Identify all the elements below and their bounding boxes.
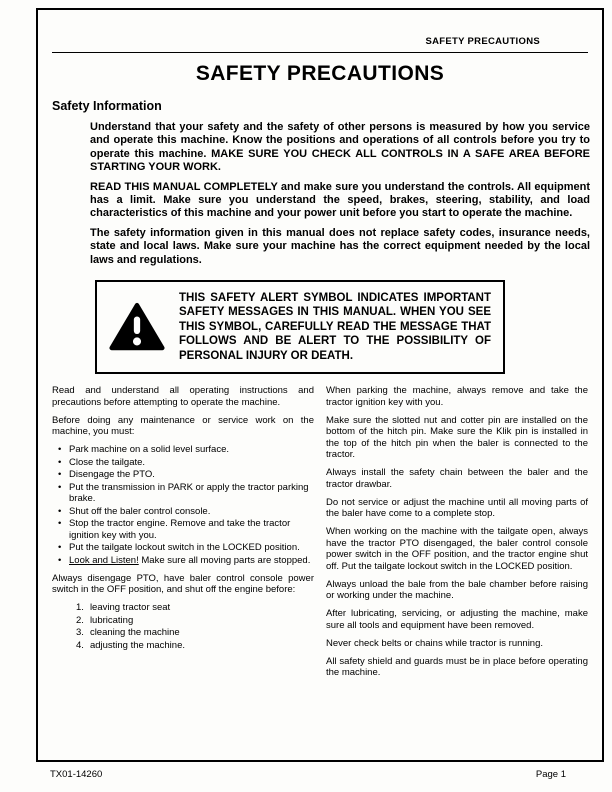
safety-alert-text: THIS SAFETY ALERT SYMBOL INDICATES IMPORTANT SAFETY MESSAGES IN THIS MANUAL. WHEN YOU SEE THIS SYMBOL, CAREFULLY READ THE MESSAGE THAT FOLLOWS AND BE ALERT TO THE POSSIBILITY OF PERSONAL INJURY OR DEATH. — [179, 292, 491, 362]
look-and-listen-emphasis: Look and Listen! — [69, 554, 139, 566]
page-footer — [50, 769, 566, 780]
numbered-item: adjusting the machine. — [89, 639, 185, 651]
page-number: Page 1 — [535, 769, 566, 780]
maintenance-checklist — [58, 444, 314, 566]
body-paragraph: Read and understand all operating instructions and precautions before attempting to operate the machine. — [52, 385, 314, 408]
bullet-item: • Shut off the baler control console. — [58, 506, 314, 518]
intro-paragraph-1: Understand that your safety and the safety of other persons is measured by how you service and operate this machine. Know the positions and operations of all controls before you try to operate this machine. MAKE SURE YOU CHECK ALL CONTROLS IN A SAFE AREA BEFORE STARTING YOUR WORK. — [90, 121, 590, 174]
body-paragraph: All safety shield and guards must be in place before operating the machine. — [326, 655, 588, 679]
running-header: SAFETY PRECAUTIONS — [425, 36, 540, 47]
intro-paragraph-3: The safety information given in this manual does not replace safety codes, insurance needs, state and local laws. Make sure your machine has the correct equipment needed by the local laws and regulations. — [90, 226, 590, 266]
body-paragraph: Do not service or adjust the machine until all moving parts of the baler have come to a complete stop. — [326, 496, 588, 520]
body-paragraph: When parking the machine, always remove and take the tractor ignition key with you. — [326, 385, 588, 408]
body-paragraph: When working on the machine with the tailgate open, always have the tractor PTO disengaged, the baler control console power switch in the OFF position, and the tractor engine shut off. Put the tailgate lockout switch in the LOCKED position. — [326, 526, 588, 572]
body-paragraph: Always install the safety chain between the baler and the tractor drawbar. — [326, 467, 588, 490]
bullet-item: • Park machine on a solid level surface. — [58, 444, 314, 456]
body-paragraph: Never check belts or chains while tractor is running. — [326, 637, 544, 649]
left-column — [52, 385, 314, 685]
numbered-item: cleaning the machine — [89, 627, 180, 639]
bullet-item: • Close the tailgate. — [58, 457, 314, 469]
look-and-listen-rest: Make sure all moving parts are stopped. — [141, 554, 311, 566]
safety-alert-box — [95, 280, 505, 374]
numbered-item: lubricating — [89, 614, 134, 626]
body-paragraph: Always unload the bale from the bale chamber before raising or working under the machine. — [326, 578, 588, 602]
bullet-item: • Put the tailgate lockout switch in the LOCKED position. — [58, 542, 314, 554]
intro-paragraphs — [90, 121, 590, 267]
body-paragraph: After lubricating, servicing, or adjusting the machine, make sure all tools and equipment have been removed. — [326, 608, 588, 631]
body-paragraph: Before doing any maintenance or service work on the machine, you must: — [52, 414, 314, 438]
numbered-item: leaving tractor seat — [89, 602, 171, 614]
shutdown-steps-list — [76, 602, 314, 651]
document-number: TX01-14260 — [50, 769, 103, 780]
safety-alert-triangle-icon — [109, 302, 165, 352]
bullet-item: • Put the transmission in PARK or apply the tractor parking brake. — [58, 482, 314, 505]
body-paragraph: Always disengage PTO, have baler control console power switch in the OFF position, and shut off the engine before: — [52, 572, 314, 596]
intro-paragraph-2: READ THIS MANUAL COMPLETELY and make sure you understand the controls. All equipment has a limit. Make sure you understand the speed, brakes, steering, stability, and load characteristics of this machine and your power unit before you start to operate the machine. — [90, 180, 590, 220]
bullet-item-look-and-listen — [58, 555, 314, 567]
header-rule — [52, 52, 588, 53]
page-border-frame — [36, 8, 604, 762]
bullet-item: • Stop the tractor engine. Remove and take the tractor ignition key with you. — [58, 518, 314, 541]
body-paragraph: Make sure the slotted nut and cotter pin are installed on the bottom of the hitch pin. Make sure the Klik pin is installed in the top of the hitch pin when the baler is connected to the tractor. — [326, 414, 588, 461]
right-column — [326, 385, 588, 685]
two-column-body — [52, 385, 588, 685]
bullet-item: • Disengage the PTO. — [58, 469, 314, 481]
page-title: SAFETY PRECAUTIONS — [195, 62, 445, 85]
section-heading: Safety Information — [52, 99, 162, 113]
